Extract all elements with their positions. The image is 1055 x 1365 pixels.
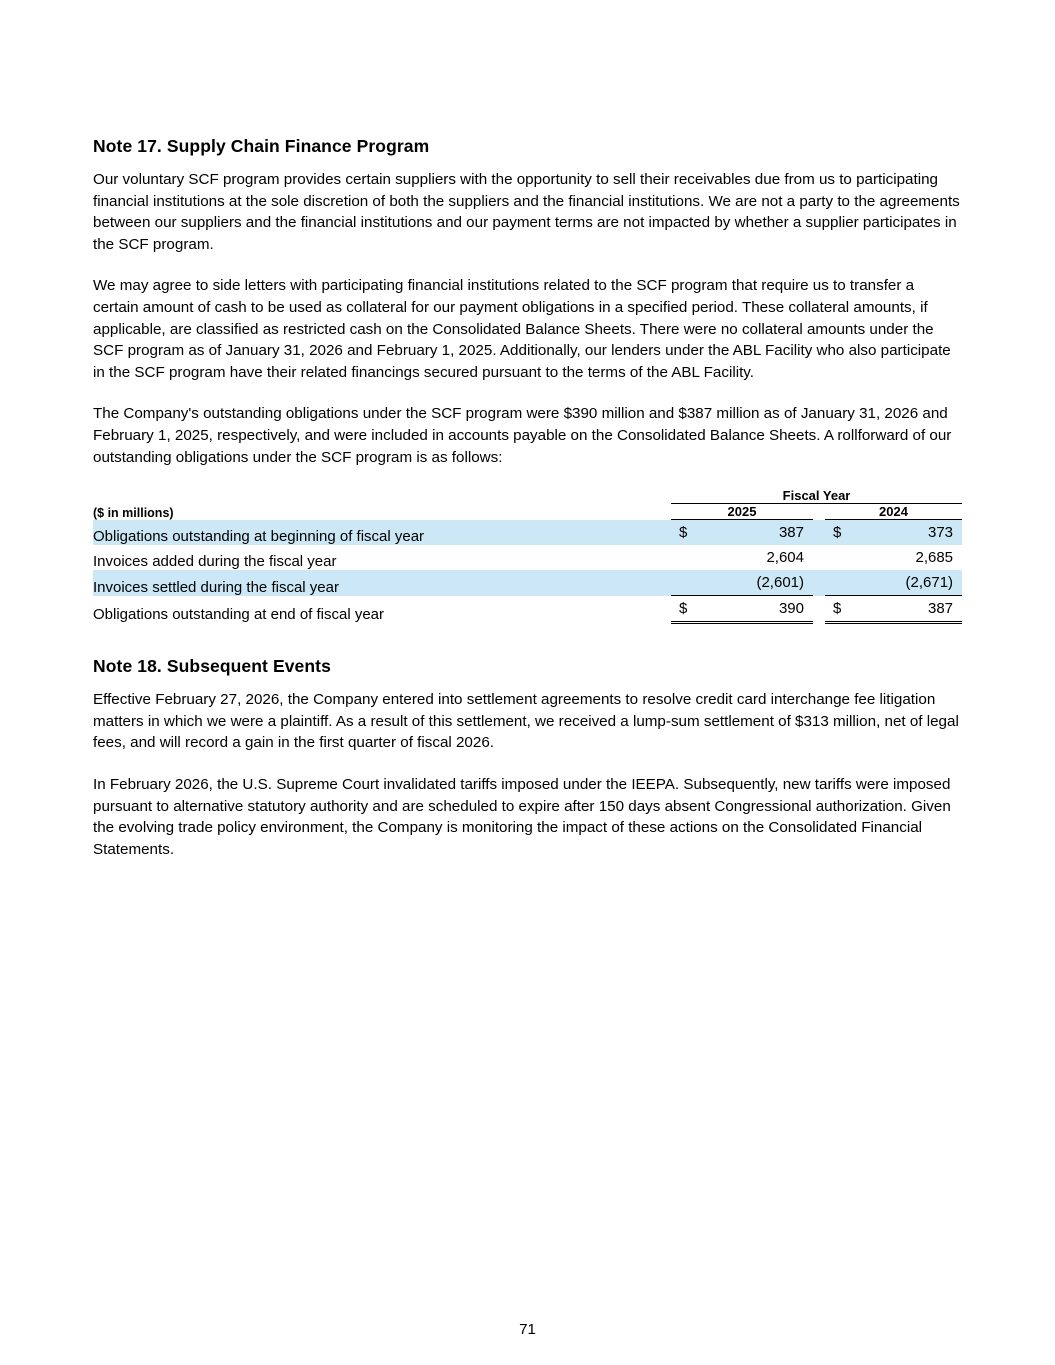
value-2025: (2,601) (756, 574, 804, 592)
value-2024: 387 (928, 600, 954, 618)
column-gap (813, 596, 825, 623)
row-label: Obligations outstanding at beginning of fiscal year (93, 520, 671, 546)
value-2024: 2,685 (915, 549, 954, 567)
value-2025: 2,604 (766, 549, 804, 567)
note17-title: Note 17. Supply Chain Finance Program (93, 136, 430, 156)
value-cell-2025 (671, 545, 813, 570)
row-label: Invoices added during the fiscal year (93, 553, 337, 571)
column-gap (813, 545, 825, 570)
page-number: 71 (519, 1321, 536, 1338)
row-label: Obligations outstanding at end of fiscal year (93, 605, 385, 623)
empty-cell (93, 488, 671, 504)
value-cell-2024 (825, 596, 962, 623)
note17-paragraph-3: The Company's outstanding obligations under the SCF program were $390 million and $387 million as of January 31, 2026 and February 1, 2025, respectively, and were included in accounts payable on the Consolidated Balance Sheets. A rollforward of our outstanding obligations under the SCF program is as follows: (93, 405, 952, 466)
table-row-invoices-settled (93, 570, 962, 596)
column-header-2025: 2025 (671, 504, 813, 520)
note17-paragraph-2: We may agree to side letters with participating financial institutions related to the SCF program that require us to transfer a certain amount of cash to be used as collateral for our payment obligations in a specified period. These collateral amounts, if applicable, are classified as restricted cash on the Consolidated Balance Sheets. There were no collateral amounts under the SCF program as of January 31, 2026 and February 1, 2025. Additionally, our lenders under the ABL Facility who also participate in the SCF program have their related financings secured pursuant to the terms of the ABL Facility. (93, 277, 951, 381)
table-row-ending-balance (93, 596, 962, 623)
value-cell-2024 (825, 570, 962, 596)
value-2024: 373 (928, 524, 954, 542)
units-label: ($ in millions) (93, 505, 174, 520)
column-gap (813, 570, 825, 596)
currency-symbol: $ (679, 524, 688, 542)
page-content (93, 136, 962, 880)
currency-symbol: $ (833, 600, 842, 618)
note18-paragraph-1: Effective February 27, 2026, the Company entered into settlement agreements to resolve credit card interchange fee litigation matters in which we were a plaintiff. As a result of this settlement, we received a lump-sum settlement of $313 million, net of legal fees, and will record a gain in the first quarter of fiscal 2026. (93, 691, 959, 752)
currency-symbol: $ (833, 524, 842, 542)
table-row-invoices-added (93, 545, 962, 570)
scf-rollforward-table (93, 488, 962, 624)
note17-paragraph-1: Our voluntary SCF program provides certain suppliers with the opportunity to sell their receivables due from us to participating financial institutions at the sole discretion of both the suppliers and the financial institutions. We are not a party to the agreements between our suppliers and the financial institutions and our payment terms are not impacted by whether a supplier participates in the SCF program. (93, 171, 960, 253)
value-cell-2025 (671, 570, 813, 596)
column-gap (813, 520, 825, 546)
value-cell-2025 (671, 596, 813, 623)
table-row-beginning-balance (93, 520, 962, 546)
note18-paragraph-2: In February 2026, the U.S. Supreme Court invalidated tariffs imposed under the IEEPA. Subsequently, new tariffs were imposed pursuant to alternative statutory authority and are scheduled to expire after 150 days absent Congressional authorization. Given the evolving trade policy environment, the Company is monitoring the impact of these actions on the Consolidated Financial Statements. (93, 775, 951, 858)
value-2025: 390 (778, 600, 804, 618)
value-2024: (2,671) (905, 574, 954, 592)
value-2025: 387 (778, 524, 804, 542)
row-label: Invoices settled during the fiscal year (93, 570, 671, 596)
table-column-header-row (93, 504, 962, 520)
value-cell-2024 (825, 520, 962, 546)
value-cell-2025 (671, 520, 813, 546)
column-gap (813, 504, 825, 520)
value-cell-2024 (825, 545, 962, 570)
currency-symbol: $ (679, 600, 688, 618)
table-group-header-row (93, 488, 962, 504)
fiscal-year-group-header: Fiscal Year (671, 488, 962, 504)
column-header-2024: 2024 (825, 504, 962, 520)
note18-title: Note 18. Subsequent Events (93, 656, 331, 677)
